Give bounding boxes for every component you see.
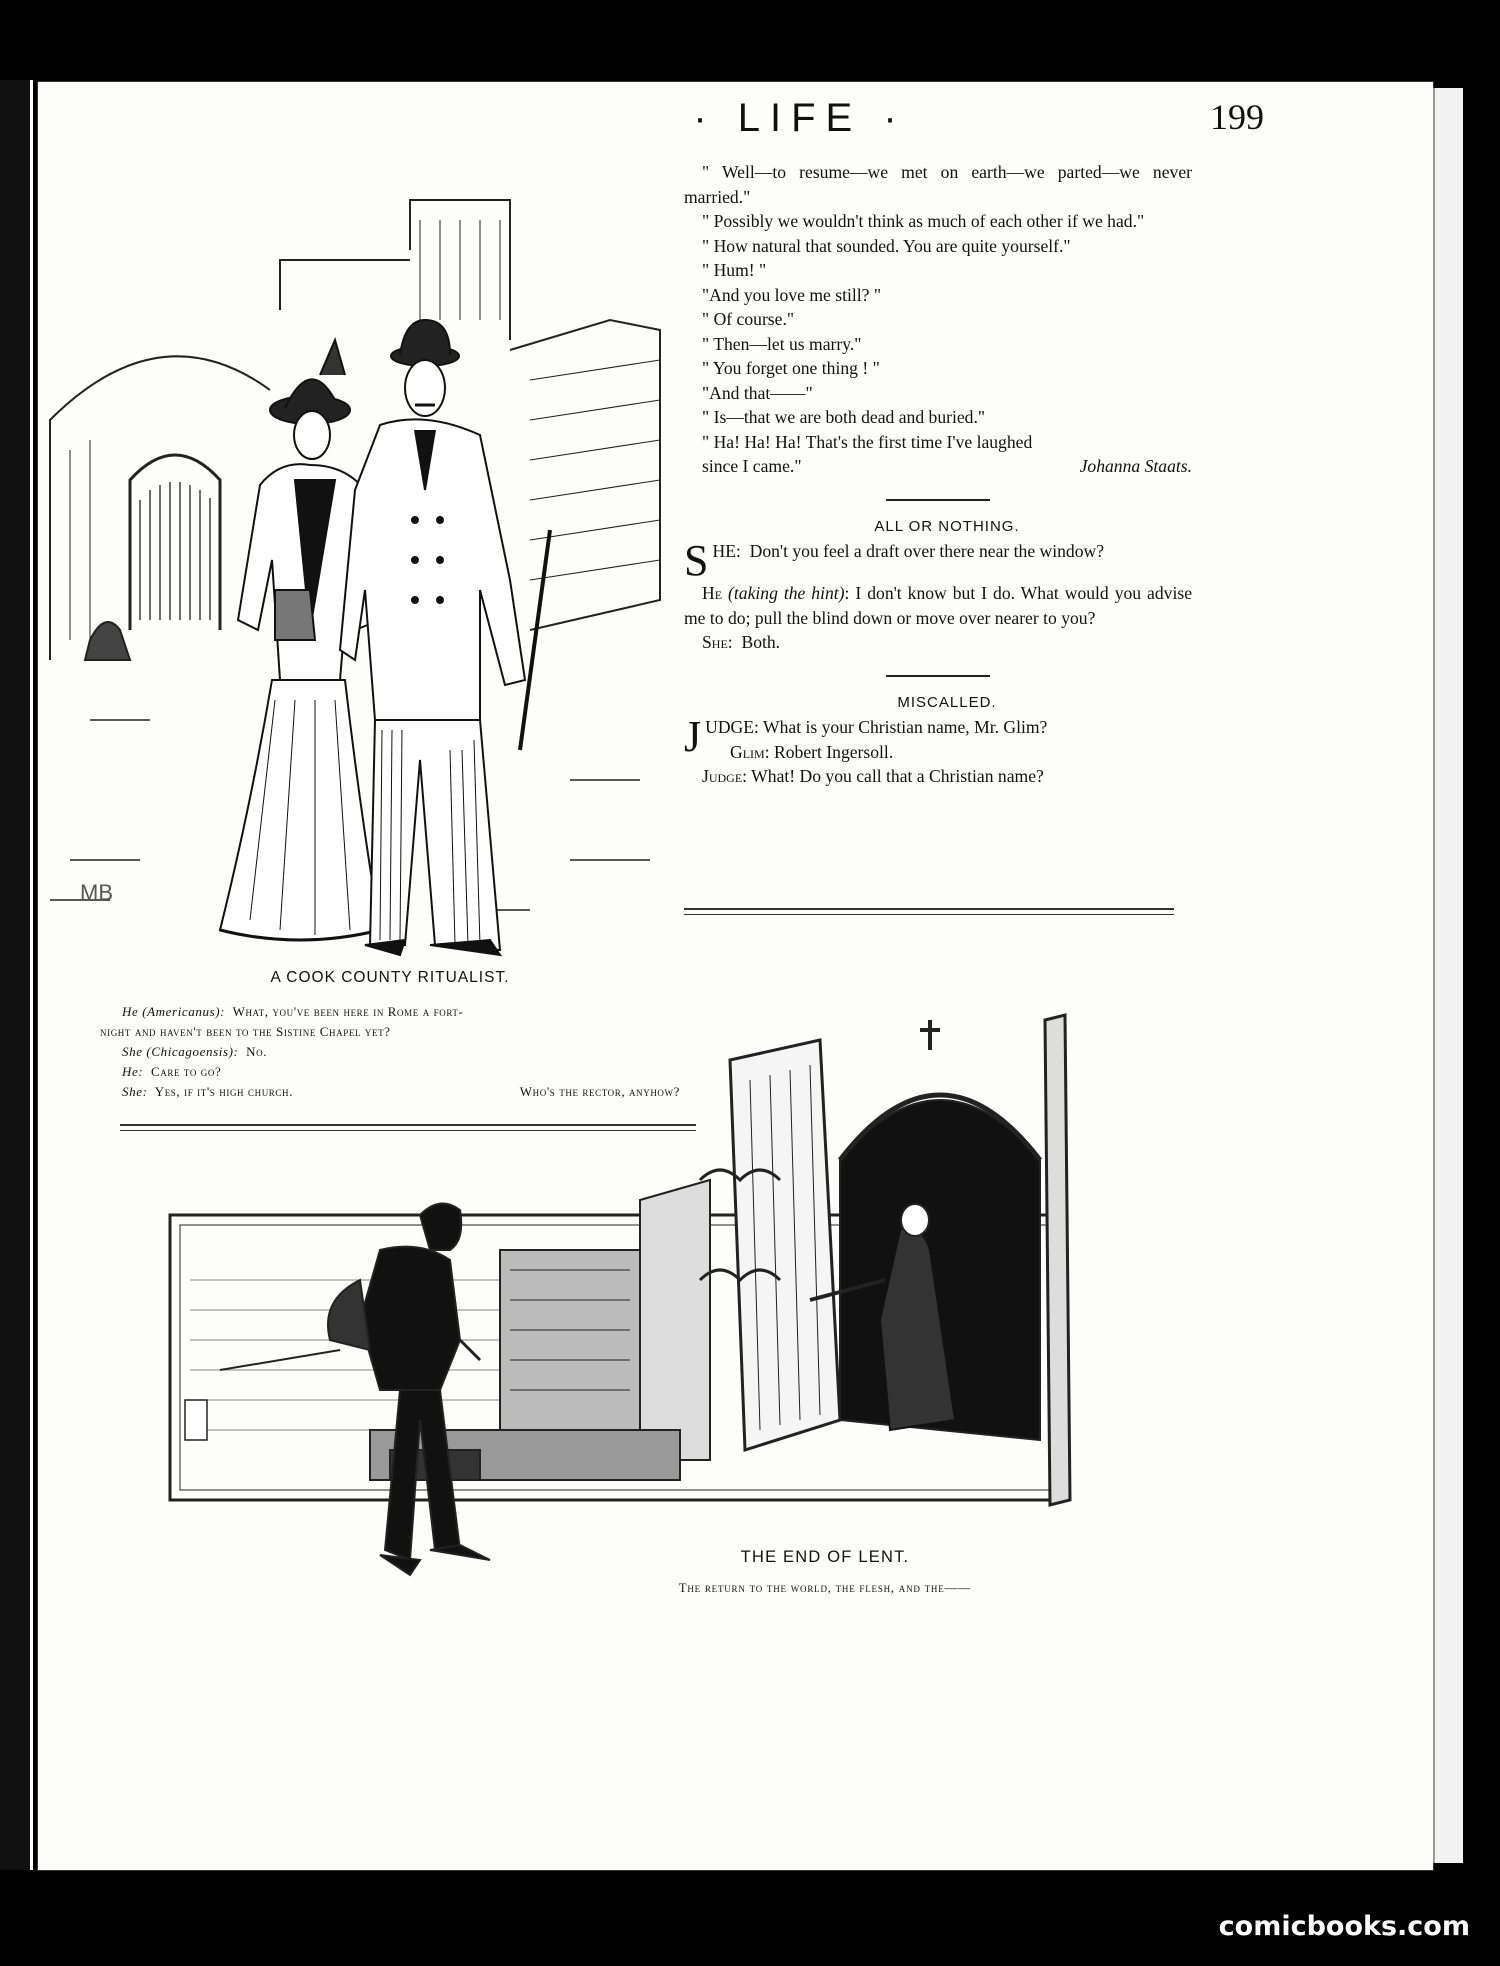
author-signature: Johanna Staats. <box>1079 456 1192 476</box>
story-last-line: since I came." <box>702 456 802 476</box>
column-end-rule <box>684 908 1174 915</box>
dialog-text: Who's the rector, anyhow? <box>519 1084 680 1099</box>
story-paragraph: "And you love me still? " <box>702 284 882 305</box>
story-paragraph: " How natural that sounded. You are quite yourself." <box>702 235 1071 256</box>
dialog-text: No. <box>246 1044 268 1059</box>
site-watermark: comicbooks.com <box>1218 1911 1470 1942</box>
all-or-nothing-he-line <box>684 581 1192 630</box>
story-closing-line <box>684 454 1192 479</box>
story-paragraph: " Hum! " <box>702 260 767 280</box>
section-divider <box>886 499 990 501</box>
speaker-label: He (Americanus): <box>122 1004 226 1019</box>
cartoon-subcaption: The return to the world, the flesh, and the—— <box>678 1581 972 1595</box>
dialog-text: What! Do you call that a Christian name? <box>751 766 1044 786</box>
miscalled-judge-reply <box>684 764 1192 789</box>
dialog-text: Care to go? <box>151 1064 222 1079</box>
page-edge <box>1433 88 1463 1863</box>
stage-direction: (taking the hint) <box>728 583 845 603</box>
miscalled-glim-line <box>684 740 1192 765</box>
story-paragraph: " Then—let us marry." <box>702 333 862 354</box>
speaker-label: She: <box>122 1084 148 1099</box>
story-column <box>684 160 1192 789</box>
speaker-label: He <box>702 583 723 603</box>
all-or-nothing-heading: ALL OR NOTHING. <box>874 517 1020 535</box>
section-divider <box>886 675 990 677</box>
dialog-text: Both. <box>741 632 781 652</box>
story-paragraph: " Is—that we are both dead and buried." <box>702 407 986 427</box>
dialog-text: What, you've been here in Rome a fort- <box>232 1004 464 1019</box>
page-number: 199 <box>1210 97 1264 137</box>
drop-cap: J <box>684 712 702 761</box>
all-or-nothing-she-line <box>684 536 1192 585</box>
speaker-label: HE: <box>712 541 741 561</box>
story-paragraph: " Possibly we wouldn't think as much of each other if we had." <box>702 211 1145 231</box>
story-paragraph: " You forget one thing ! " <box>702 358 880 378</box>
speaker-label: Glim: <box>730 741 770 762</box>
dialog-text: Robert Ingersoll. <box>774 741 894 762</box>
dialog-text: What is your Christian name, Mr. Glim? <box>762 717 1048 737</box>
dialog-text: Don't you feel a draft over there near the window? <box>749 541 1105 561</box>
end-of-lent-illustration <box>120 920 1190 1640</box>
story-paragraph: " Of course." <box>702 309 795 329</box>
speaker-label: She (Chicagoensis): <box>122 1044 239 1059</box>
all-or-nothing-she-reply <box>684 630 1192 655</box>
story-paragraph: " Ha! Ha! Ha! That's the first time I've laughed <box>702 431 1033 452</box>
dialog-text: night and haven't been to the Sistine Chapel yet? <box>100 1024 391 1039</box>
story-paragraph: "And that——" <box>702 382 813 403</box>
dialog-text: Yes, if it's high church. <box>154 1084 293 1099</box>
cartoon-title: A COOK COUNTY RITUALIST. <box>270 969 510 986</box>
masthead: · LIFE · <box>693 96 907 140</box>
speaker-label: He: <box>122 1064 144 1079</box>
story-paragraph: " Well—to resume—we met on earth—we parted—we never married." <box>684 162 1192 207</box>
artist-signature: MB <box>80 880 113 905</box>
cook-county-ritualist-illustration <box>10 160 670 960</box>
miscalled-heading: MISCALLED. <box>897 693 997 711</box>
cartoon-title: THE END OF LENT. <box>740 1548 910 1566</box>
speaker-label: She: <box>702 632 733 652</box>
speaker-label: Judge: <box>702 766 748 786</box>
end-of-lent-caption <box>520 1548 1130 1596</box>
dialog-text: : I don't know but I do. What would you advise me to do; pull the blind down or move over nearer to you? <box>684 583 1193 628</box>
speaker-label: UDGE: <box>705 717 759 737</box>
drop-cap: S <box>684 536 709 585</box>
